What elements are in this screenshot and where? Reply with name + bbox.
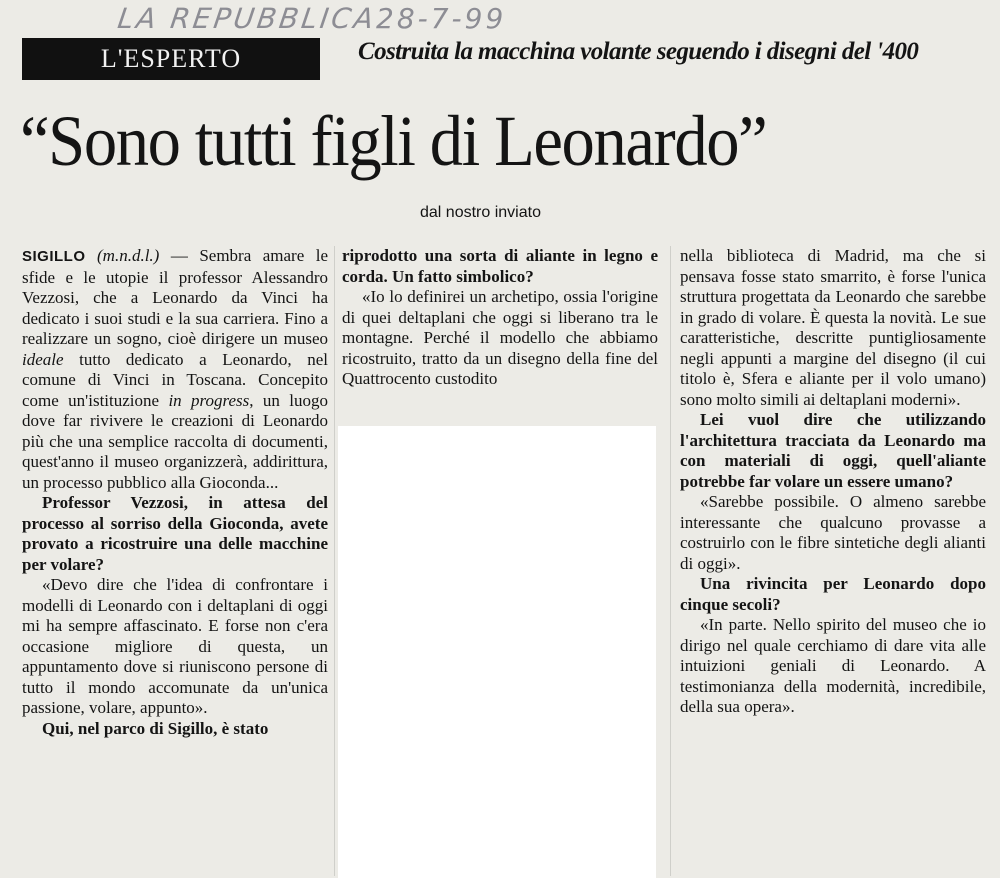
image-placeholder [338, 426, 656, 878]
handwritten-annotation [115, 2, 538, 36]
dateline: SIGILLO [22, 248, 86, 265]
handwritten-publication: LA REPUBBLICA [115, 2, 379, 35]
author-initials: (m.n.d.l.) [97, 246, 160, 265]
byline: dal nostro inviato [420, 204, 541, 221]
intro-emphasis-2: in progress [168, 390, 250, 410]
article-column-3 [680, 246, 986, 718]
kicker: Costruita la macchina volante seguendo i disegni del '400 [358, 38, 919, 65]
article-intro [22, 246, 328, 493]
question-4: Una rivincita per Leonardo dopo cinque secoli? [680, 574, 986, 614]
answer-4: «In parte. Nello spirito del museo che io dirigo nel quale cerchiamo di dare vita alle intuizioni geniali di Leonardo. A testimonianza della modernità, incredibile, della sua opera». [680, 615, 986, 716]
section-tag: L'ESPERTO [22, 38, 320, 80]
column-divider [670, 246, 671, 876]
intro-text-cont: tutto dedicato a Leonardo, nel comune di Vinci in Toscana. Concepito come un'istituzione [22, 349, 329, 410]
question-2-start: Qui, nel parco di Sigillo, è stato [42, 718, 269, 738]
answer-3: «Sarebbe possibile. O almeno sarebbe interessante che qualcuno provasse a costruirlo con le fibre sintetiche degli alianti di oggi». [680, 492, 986, 573]
intro-text-end: , un luogo dove far rivivere le creazioni di Leonardo più che una semplice raccolta di documenti, quest'anno il museo organizzerà, addirittura, un processo pubblico alla Gioconda... [22, 390, 329, 492]
answer-1: «Devo dire che l'idea di confrontare i modelli di Leonardo con i deltaplani di oggi mi ha sempre affascinato. E forse non c'era occasione migliore di questa, un appuntamento dove si riuniscono persone di tutto il mondo accomunate da un'unica passione, volare, appunto». [22, 575, 328, 717]
question-1: Professor Vezzosi, in attesa del processo al sorriso della Gioconda, avete provato a ricostruire una delle macchine per volare? [22, 493, 328, 574]
column-divider [334, 246, 335, 876]
answer-2-start: «Io lo definirei un archetipo, ossia l'origine di quei deltaplani che oggi si liberano tra le montagne. Perché il modello che abbiamo ricostruito, tratto da un disegno della fine del Quattrocento custodito [342, 287, 658, 388]
headline: “Sono tutti figli di Leonardo” [20, 101, 767, 181]
article-column-1 [22, 246, 328, 739]
question-3: Lei vuol dire che utilizzando l'architettura tracciata da Leonardo ma con materiali di oggi, quell'aliante potrebbe far volare un essere umano? [680, 410, 986, 491]
intro-emphasis: ideale [22, 349, 64, 369]
question-2-end: riprodotto una sorta di aliante in legno e corda. Un fatto simbolico? [342, 246, 658, 286]
intro-text: — Sembra amare le sfide e le utopie il professor Alessandro Vezzosi, che a Leonardo da Vinci ha dedicato i suoi studi e la sua carriera. Fino a realizzare un sogno, cioè dirigere un museo [22, 246, 329, 348]
handwritten-date: 28-7-99 [376, 2, 507, 35]
article-column-2 [342, 246, 658, 390]
answer-2-end: nella biblioteca di Madrid, ma che si pensava fosse stato smarrito, è forse l'unica struttura progettata da Leonardo che sarebbe in grado di volare. È questa la novità. Le sue caratteristiche, descritte puntigliosamente negli appunti a margine del disegno (il cui titolo è, Sfera e aliante per il volo umano) sono molto simili ai deltaplani moderni». [680, 246, 986, 409]
